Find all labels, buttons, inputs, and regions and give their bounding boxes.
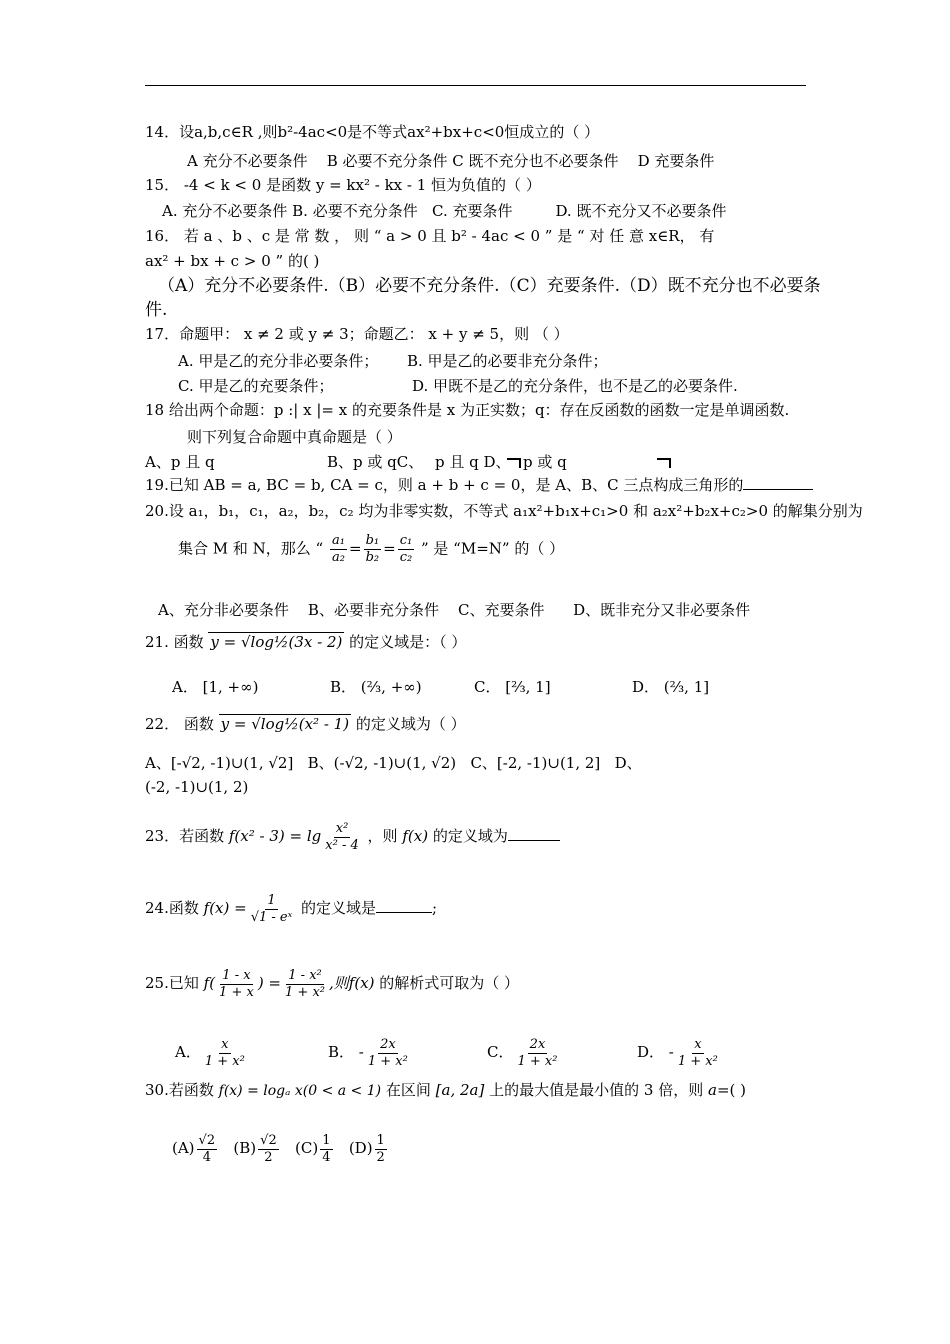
q25-denominator-2: 1 + x² bbox=[285, 984, 325, 1000]
q24-denominator: √1 - eˣ bbox=[250, 909, 293, 925]
q30-var: a bbox=[708, 1081, 717, 1099]
q25-stem bbox=[145, 965, 519, 1001]
q16-options-2: 件. bbox=[145, 300, 168, 320]
q25-option-d-num: x bbox=[694, 1036, 702, 1052]
q20-option-d: D、既非充分又非必要条件 bbox=[573, 601, 751, 619]
q22-options bbox=[145, 753, 642, 773]
q15-options bbox=[162, 201, 726, 221]
q25-equals: ) = bbox=[257, 974, 282, 992]
q14-option-c: C 既不充分也不必要条件 bbox=[452, 152, 619, 170]
q18-option-d: p 或 q bbox=[523, 453, 567, 471]
q22-stem-post: 的定义域为（ ） bbox=[355, 715, 466, 733]
q24-stem-pre: 24.函数 bbox=[145, 899, 199, 917]
q23-formula: f(x² - 3) = lg bbox=[228, 827, 322, 845]
header-rule bbox=[145, 85, 806, 86]
q30-option-d-num: 1 bbox=[376, 1132, 385, 1148]
q30-option-a-num: √2 bbox=[198, 1132, 216, 1148]
q25-f-open: f( bbox=[203, 974, 216, 992]
q20-option-b: B、必要非充分条件 bbox=[307, 601, 439, 619]
q30-option-c-den: 4 bbox=[322, 1149, 331, 1165]
q17-stem: 17．命题甲： x ≠ 2 或 y ≠ 3；命题乙： x + y ≠ 5，则 （ ） bbox=[145, 325, 569, 343]
negation-icon bbox=[655, 452, 673, 472]
q21-formula: y = √log½(3x - 2) bbox=[210, 633, 343, 651]
q30-option-d-den: 2 bbox=[376, 1149, 385, 1165]
q25-option-c-label: C． bbox=[487, 1043, 514, 1061]
q30-stem bbox=[145, 1080, 746, 1101]
q20-option-c: C、充要条件 bbox=[458, 601, 545, 619]
q22-option-d-value: (-2, -1)∪(1, 2) bbox=[145, 778, 249, 796]
q24-formula: f(x) = bbox=[203, 899, 247, 917]
q30-option-c bbox=[295, 1132, 334, 1165]
q23-stem bbox=[145, 818, 560, 854]
ratio-c: $\frac{\text{c₁}}{\text{c₂}}$ bbox=[399, 533, 413, 565]
q21-option-b: B． (⅔, +∞) bbox=[330, 678, 422, 696]
q25-denominator-1: 1 + x bbox=[219, 984, 254, 1000]
q25-options bbox=[175, 1034, 718, 1070]
q25-option-a bbox=[175, 1036, 249, 1069]
q24-tail: ; bbox=[432, 899, 438, 917]
q18-option-a: A、p 且 q bbox=[145, 453, 215, 471]
q25-option-a-den: 1 + x² bbox=[204, 1053, 245, 1069]
q25-stem-pre: 25.已知 bbox=[145, 974, 199, 992]
ratio-a: $\frac{\text{a₁}}{\text{a₂}}$ bbox=[332, 533, 345, 565]
q25-option-d-label: D． - bbox=[637, 1043, 674, 1061]
q15-option-d: D. 既不充分又不必要条件 bbox=[555, 202, 727, 220]
q15-option-a: A. 充分不必要条件 bbox=[162, 202, 288, 220]
q30-options bbox=[172, 1128, 389, 1168]
q25-post: ,则f(x) bbox=[329, 974, 375, 992]
q25-option-d-den: 1 + x² bbox=[677, 1053, 718, 1069]
q15-option-c: C. 充要条件 bbox=[432, 202, 513, 220]
q30-stem-pre: 30.若函数 bbox=[145, 1081, 214, 1099]
q30-option-c-num: 1 bbox=[322, 1132, 331, 1148]
q23-stem-pre: 23．若函数 bbox=[145, 827, 225, 845]
q23-fraction bbox=[323, 821, 360, 854]
q17-option-a: A. 甲是乙的充分非必要条件； bbox=[178, 352, 379, 370]
q17-options-row-2 bbox=[178, 376, 738, 396]
q30-option-b bbox=[233, 1132, 280, 1165]
q15-option-b: B. 必要不充分条件 bbox=[292, 202, 418, 220]
q25-numerator-1: 1 - x bbox=[222, 967, 251, 983]
q20-stem-2b: ” 是 “M=N” 的（ ） bbox=[420, 539, 565, 558]
q21-stem-post: 的定义域是：（ ） bbox=[349, 633, 467, 651]
q19-stem: 19.已知 AB = a, BC = b, CA = c，则 a + b + c = 0，是 A、B、C 三点构成三角形的 bbox=[145, 476, 744, 494]
q18-option-b: B、p 或 qC、 bbox=[327, 453, 424, 471]
q17-options-row-1 bbox=[178, 351, 608, 371]
q21-option-c: C． [⅔, 1] bbox=[474, 678, 551, 696]
q30-option-a-label: (A) bbox=[172, 1139, 195, 1157]
q21-stem bbox=[145, 632, 466, 652]
q30-option-b-num: √2 bbox=[260, 1132, 277, 1148]
q16-stem: 16． 若 a 、b 、c 是 常 数 ， 则 “ a > 0 且 b² - 4ac < 0 ” 是 “ 对 任 意 x∈R， 有 bbox=[145, 227, 715, 245]
q30-option-d-label: (D) bbox=[348, 1139, 373, 1157]
q25-option-b-label: B． - bbox=[328, 1043, 364, 1061]
q20-stem: 20.设 a₁，b₁，c₁，a₂，b₂，c₂ 均为非零实数，不等式 a₁x²+b₁x+c₁>0 和 a₂x²+b₂x+c₂>0 的解集分别为 bbox=[145, 502, 863, 520]
q25-option-b-den: 1 + x² bbox=[367, 1053, 408, 1069]
q25-option-a-label: A． bbox=[175, 1043, 201, 1061]
q16-options: （A）充分不必要条件.（B）必要不充分条件.（C）充要条件.（D）既不充分也不必要条 bbox=[158, 276, 821, 296]
q22-option-a: A、[-√2, -1)∪(1, √2] bbox=[145, 754, 294, 772]
q20-stem-2: 集合 M 和 N，那么 “ $\frac{\text{a₁}}{\text{a₂}}$ = $\frac{\text{b₁}}{\text{b₂}}$ = $\frac{\text{c₁}}{\text{c₂}}$ ” 是 “M=N” 的（ ） bbox=[178, 533, 565, 565]
q14-option-a: A 充分不必要条件 bbox=[187, 152, 308, 170]
q21-options bbox=[172, 677, 710, 697]
q25-option-d bbox=[637, 1034, 722, 1070]
q30-option-b-den: 2 bbox=[264, 1149, 273, 1165]
q20-option-a: A、充分非必要条件 bbox=[158, 601, 289, 619]
q21-stem-pre: 21. 函数 bbox=[145, 633, 204, 651]
q30-stem-post: 上的最大值是最小值的 3 倍，则 bbox=[489, 1081, 704, 1099]
q30-stem-mid: 在区间 bbox=[385, 1081, 431, 1099]
q23-fx: f(x) bbox=[402, 827, 429, 845]
q22-option-b: B、(-√2, -1)∪(1, √2) bbox=[307, 754, 457, 772]
answer-blank bbox=[743, 475, 813, 490]
q17-option-d: D. 甲既不是乙的充分条件，也不是乙的必要条件. bbox=[412, 377, 738, 395]
q30-option-b-label: (B) bbox=[233, 1139, 257, 1157]
q22-option-d: D、 bbox=[614, 754, 642, 772]
q23-stem-post: 的定义域为 bbox=[432, 827, 508, 845]
q25-option-b bbox=[328, 1034, 412, 1070]
answer-blank bbox=[376, 898, 432, 913]
q30-formula: f(x) = logₐ x(0 < a < 1) bbox=[218, 1083, 382, 1099]
q30-option-a bbox=[172, 1132, 219, 1165]
q21-option-a: A． [1, +∞) bbox=[172, 678, 259, 696]
q23-stem-mid: ，则 bbox=[367, 827, 398, 845]
q17-option-c: C. 甲是乙的充要条件； bbox=[178, 377, 334, 395]
q23-numerator: x² bbox=[335, 820, 349, 836]
q14-options bbox=[187, 151, 714, 171]
q25-option-c bbox=[487, 1034, 561, 1070]
q24-fraction bbox=[249, 893, 295, 926]
q18-options bbox=[145, 452, 567, 472]
q25-fraction-1 bbox=[217, 968, 256, 1001]
q25-stem-post: 的解析式可取为（ ） bbox=[379, 974, 520, 992]
q23-denominator: x² - 4 bbox=[325, 837, 359, 853]
q30-option-c-label: (C) bbox=[295, 1139, 319, 1157]
q24-numerator: 1 bbox=[267, 892, 276, 908]
q25-option-c-num: 2x bbox=[529, 1036, 546, 1052]
negation-icon bbox=[505, 452, 523, 472]
answer-blank bbox=[508, 826, 560, 841]
q14-stem: 14．设a,b,c∈R ,则b²-4ac<0是不等式ax²+bx+c<0恒成立的（ ） bbox=[145, 123, 600, 141]
q25-fraction-2 bbox=[283, 968, 327, 1001]
q24-stem-post: 的定义域是 bbox=[301, 899, 377, 917]
q25-option-a-num: x bbox=[221, 1036, 229, 1052]
q17-option-b: B. 甲是乙的必要非充分条件； bbox=[406, 352, 608, 370]
q21-option-d: D． (⅔, 1] bbox=[632, 678, 710, 696]
q20-stem-2a: 集合 M 和 N，那么 “ bbox=[178, 539, 324, 558]
q30-interval: [a, 2a] bbox=[435, 1081, 485, 1099]
q30-option-d bbox=[348, 1132, 389, 1165]
ratio-b: $\frac{\text{b₁}}{\text{b₂}}$ bbox=[365, 533, 380, 565]
q18-stem-2: 则下列复合命题中真命题是（ ） bbox=[187, 428, 402, 446]
q22-option-c: C、[-2, -1)∪(1, 2] bbox=[470, 754, 601, 772]
q30-option-a-den: 4 bbox=[202, 1149, 211, 1165]
q25-option-b-num: 2x bbox=[380, 1036, 396, 1052]
q19-stem-line bbox=[145, 475, 813, 495]
q14-option-d: D 充要条件 bbox=[637, 152, 715, 170]
q22-stem-pre: 22． 函数 bbox=[145, 715, 214, 733]
q15-stem: 15． -4 < k < 0 是函数 y = kx² - kx - 1 恒为负值的（ ） bbox=[145, 176, 541, 194]
q25-option-c-den: 1 + x² bbox=[517, 1053, 558, 1069]
q18-stem: 18 给出两个命题：p :| x |= x 的充要条件是 x 为正实数；q：存在反函数的函数一定是单调函数. bbox=[145, 401, 790, 419]
q30-tail: =( ) bbox=[716, 1081, 746, 1099]
q14-option-b: B 必要不充分条件 bbox=[326, 152, 448, 170]
q16-stem-2: ax² + bx + c > 0 ” 的( ) bbox=[145, 252, 320, 270]
q20-options bbox=[158, 600, 750, 620]
q22-stem bbox=[145, 714, 466, 734]
q24-stem bbox=[145, 890, 437, 926]
q22-formula: y = √log½(x² - 1) bbox=[220, 715, 350, 733]
q25-numerator-2: 1 - x² bbox=[288, 967, 322, 983]
q18-option-c: p 且 q D、 bbox=[435, 453, 511, 471]
